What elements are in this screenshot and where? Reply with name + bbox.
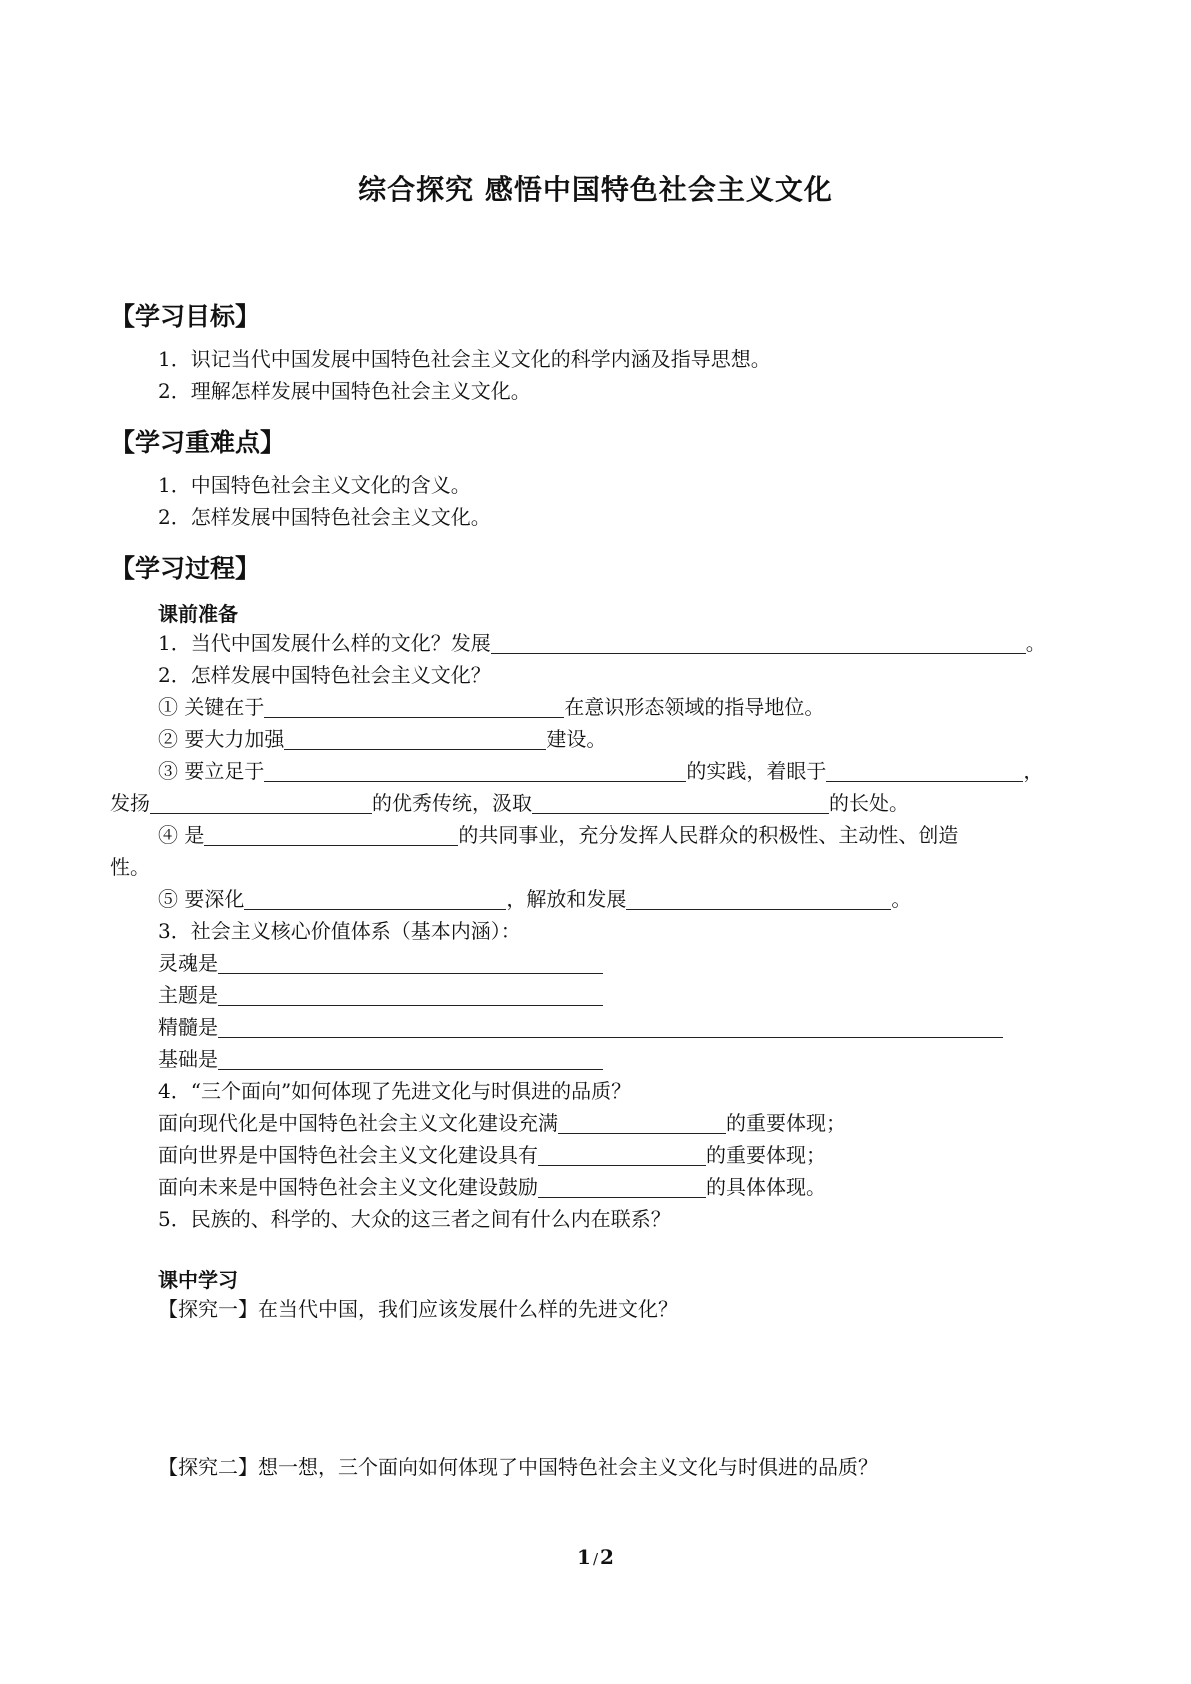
fill-blank[interactable] bbox=[532, 793, 829, 814]
question-text: 。 bbox=[891, 887, 912, 911]
question-text: 发扬 bbox=[110, 791, 150, 815]
question-3-theme bbox=[158, 982, 603, 1008]
question-3-soul bbox=[158, 950, 603, 976]
page-number bbox=[0, 1545, 1191, 1569]
question-text: ，解放和发展 bbox=[506, 887, 627, 911]
question-text: 基础是 bbox=[158, 1047, 218, 1071]
question-text: 主题是 bbox=[158, 983, 218, 1007]
question-text: 灵魂是 bbox=[158, 951, 218, 975]
question-text: 面向世界是中国特色社会主义文化建设具有 bbox=[158, 1143, 538, 1167]
question-text: 的具体体现。 bbox=[706, 1175, 826, 1199]
question-4-1 bbox=[158, 1110, 846, 1136]
page-separator: / bbox=[592, 1550, 599, 1568]
page-total: 2 bbox=[600, 1545, 614, 1569]
fill-blank[interactable] bbox=[244, 889, 506, 910]
question-text: ， bbox=[1023, 759, 1044, 783]
question-text: 的重要体现； bbox=[706, 1143, 826, 1167]
fill-blank[interactable] bbox=[826, 761, 1023, 782]
question-text: 面向现代化是中国特色社会主义文化建设充满 bbox=[158, 1111, 558, 1135]
question-3-essence bbox=[158, 1014, 1003, 1040]
question-text: 1．当代中国发展什么样的文化？发展 bbox=[158, 631, 491, 655]
fill-blank[interactable] bbox=[218, 953, 603, 974]
subheading-class: 课中学习 bbox=[158, 1268, 238, 1292]
fill-blank[interactable] bbox=[264, 697, 564, 718]
question-text: ⑤ 要深化 bbox=[158, 887, 245, 911]
question-text: 的优秀传统，汲取 bbox=[372, 791, 532, 815]
fill-blank[interactable] bbox=[264, 761, 686, 782]
question-2-2 bbox=[158, 726, 606, 752]
question-text: 的长处。 bbox=[829, 791, 909, 815]
question-3-base bbox=[158, 1046, 603, 1072]
question-5: 5．民族的、科学的、大众的这三者之间有什么内在联系？ bbox=[158, 1207, 671, 1231]
question-4-3 bbox=[158, 1174, 826, 1200]
question-text: ① 关键在于 bbox=[158, 695, 265, 719]
question-4-2 bbox=[158, 1142, 826, 1168]
fill-blank[interactable] bbox=[626, 889, 891, 910]
question-text: 在意识形态领域的指导地位。 bbox=[564, 695, 825, 719]
fill-blank[interactable] bbox=[218, 1049, 603, 1070]
fill-blank[interactable] bbox=[218, 985, 603, 1006]
question-text: 。 bbox=[1025, 631, 1046, 655]
fill-blank[interactable] bbox=[538, 1145, 706, 1166]
page-title: 综合探究 感悟中国特色社会主义文化 bbox=[358, 173, 833, 206]
question-text: 面向未来是中国特色社会主义文化建设鼓励 bbox=[158, 1175, 538, 1199]
keypoint-item: 2．怎样发展中国特色社会主义文化。 bbox=[158, 505, 491, 529]
question-text: 的共同事业，充分发挥人民群众的积极性、主动性、创造 bbox=[458, 823, 959, 847]
subheading-prep: 课前准备 bbox=[158, 602, 238, 626]
keypoint-item: 1．中国特色社会主义文化的含义。 bbox=[158, 473, 471, 497]
section-heading-process: 【学习过程】 bbox=[110, 554, 261, 583]
fill-blank[interactable] bbox=[491, 633, 1026, 654]
goal-item: 1．识记当代中国发展中国特色社会主义文化的科学内涵及指导思想。 bbox=[158, 347, 771, 371]
goal-item: 2．理解怎样发展中国特色社会主义文化。 bbox=[158, 379, 531, 403]
question-2-3-cont bbox=[110, 790, 909, 816]
fill-blank[interactable] bbox=[218, 1017, 1003, 1038]
fill-blank[interactable] bbox=[538, 1177, 706, 1198]
question-1 bbox=[158, 630, 1046, 656]
question-2-1 bbox=[158, 694, 824, 720]
question-text: 的实践，着眼于 bbox=[686, 759, 827, 783]
question-2-5 bbox=[158, 886, 911, 912]
question-4: 4．“三个面向”如何体现了先进文化与时俱进的品质？ bbox=[158, 1079, 632, 1103]
fill-blank[interactable] bbox=[558, 1113, 726, 1134]
question-text: ④ 是 bbox=[158, 823, 205, 847]
fill-blank[interactable] bbox=[150, 793, 372, 814]
question-text: ② 要大力加强 bbox=[158, 727, 285, 751]
fill-blank[interactable] bbox=[284, 729, 546, 750]
fill-blank[interactable] bbox=[204, 825, 458, 846]
explore-2: 【探究二】想一想，三个面向如何体现了中国特色社会主义文化与时俱进的品质？ bbox=[158, 1455, 878, 1479]
question-2-4-cont: 性。 bbox=[110, 855, 150, 879]
question-2-3 bbox=[158, 758, 1043, 784]
question-2: 2．怎样发展中国特色社会主义文化？ bbox=[158, 663, 491, 687]
question-text: 建设。 bbox=[546, 727, 607, 751]
question-3: 3．社会主义核心价值体系（基本内涵）： bbox=[158, 919, 521, 943]
section-heading-keypoints: 【学习重难点】 bbox=[110, 428, 286, 457]
question-2-4 bbox=[158, 822, 958, 848]
page-current: 1 bbox=[577, 1545, 591, 1569]
question-text: 的重要体现； bbox=[726, 1111, 846, 1135]
section-heading-goals: 【学习目标】 bbox=[110, 302, 261, 331]
question-text: 精髓是 bbox=[158, 1015, 218, 1039]
question-text: ③ 要立足于 bbox=[158, 759, 265, 783]
explore-1: 【探究一】在当代中国，我们应该发展什么样的先进文化？ bbox=[158, 1297, 678, 1321]
